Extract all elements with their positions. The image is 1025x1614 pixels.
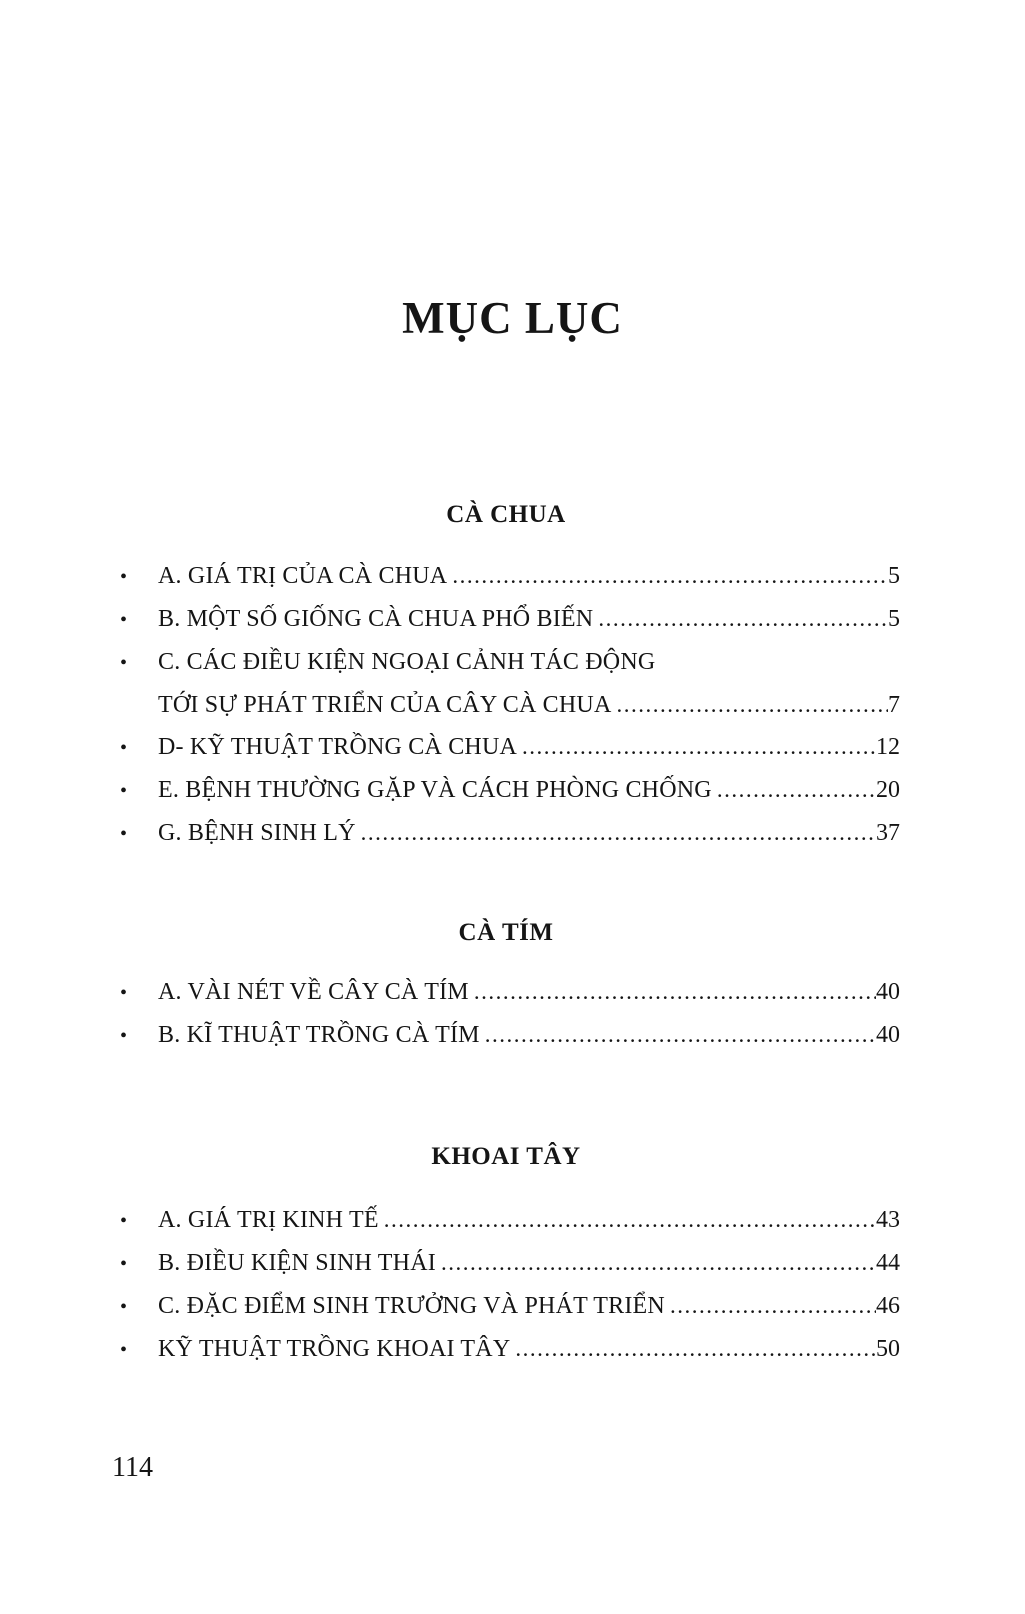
toc-entry-continuation <box>112 684 900 726</box>
toc-list <box>112 555 900 855</box>
dot-leader <box>384 1199 876 1241</box>
toc-entry-label: TỚI SỰ PHÁT TRIỂN CỦA CÂY CÀ CHUA <box>158 692 612 718</box>
toc-entry-label: A. VÀI NÉT VỀ CÂY CÀ TÍM <box>158 979 469 1005</box>
toc-entry <box>112 971 900 1014</box>
toc-entry <box>112 641 900 684</box>
bullet-icon <box>112 771 158 812</box>
toc-entry-label: C. ĐẶC ĐIỂM SINH TRƯỞNG VÀ PHÁT TRIỂN <box>158 1293 665 1319</box>
toc-entry <box>112 598 900 641</box>
toc-entry-label: A. GIÁ TRỊ KINH TẾ <box>158 1207 379 1233</box>
bullet-icon <box>112 600 158 641</box>
bullet-icon <box>112 1330 158 1371</box>
toc-entry-label: C. CÁC ĐIỀU KIỆN NGOẠI CẢNH TÁC ĐỘNG <box>158 649 656 675</box>
toc-section-ca-tim <box>112 917 900 1057</box>
toc-entry <box>112 1328 900 1371</box>
toc-entry-page: 12 <box>876 734 900 760</box>
dot-leader <box>515 1328 876 1370</box>
toc-entry-page: 46 <box>876 1293 900 1319</box>
toc-entry <box>112 769 900 812</box>
dot-leader <box>670 1285 876 1327</box>
toc-content <box>112 499 900 1371</box>
toc-entry-page: 20 <box>876 777 900 803</box>
toc-entry-label: B. MỘT SỐ GIỐNG CÀ CHUA PHỔ BIẾN <box>158 606 594 632</box>
bullet-icon <box>112 728 158 769</box>
section-title: KHOAI TÂY <box>431 1143 581 1170</box>
toc-entry-page: 50 <box>876 1336 900 1362</box>
bullet-icon <box>112 1287 158 1328</box>
dot-leader <box>485 1014 876 1056</box>
toc-entry-label: B. ĐIỀU KIỆN SINH THÁI <box>158 1250 436 1276</box>
page-title: MỤC LỤC <box>402 293 623 343</box>
toc-entry-page: 40 <box>876 979 900 1005</box>
page-number: 114 <box>112 1452 153 1483</box>
bullet-icon <box>112 1016 158 1057</box>
toc-entry <box>112 726 900 769</box>
toc-section-khoai-tay <box>112 1141 900 1371</box>
dot-leader <box>717 769 876 811</box>
toc-entry-page: 44 <box>876 1250 900 1276</box>
toc-entry-label: E. BỆNH THƯỜNG GẶP VÀ CÁCH PHÒNG CHỐNG <box>158 777 712 803</box>
toc-entry <box>112 1285 900 1328</box>
bullet-icon <box>112 643 158 684</box>
dot-leader <box>474 971 876 1013</box>
toc-entry <box>112 555 900 598</box>
toc-entry <box>112 812 900 855</box>
toc-list <box>112 971 900 1057</box>
toc-entry-page: 7 <box>888 692 900 718</box>
toc-entry <box>112 1242 900 1285</box>
toc-list <box>112 1199 900 1371</box>
toc-entry-label: D- KỸ THUẬT TRỒNG CÀ CHUA <box>158 734 518 760</box>
dot-leader <box>452 555 888 597</box>
toc-section-ca-chua <box>112 499 900 855</box>
bullet-icon <box>112 1244 158 1285</box>
bullet-icon <box>112 814 158 855</box>
toc-entry-label: A. GIÁ TRỊ CỦA CÀ CHUA <box>158 563 448 589</box>
toc-entry-page: 40 <box>876 1022 900 1048</box>
toc-entry-label: B. KĨ THUẬT TRỒNG CÀ TÍM <box>158 1022 480 1048</box>
bullet-icon <box>112 1201 158 1242</box>
toc-entry-label: G. BỆNH SINH LÝ <box>158 820 356 846</box>
dot-leader <box>598 598 888 640</box>
toc-entry-page: 43 <box>876 1207 900 1233</box>
section-title: CÀ TÍM <box>458 919 554 946</box>
toc-entry <box>112 1014 900 1057</box>
dot-leader <box>522 726 876 768</box>
bullet-icon <box>112 557 158 598</box>
bullet-icon <box>112 973 158 1014</box>
dot-leader <box>361 812 876 854</box>
toc-entry-page: 5 <box>888 606 900 632</box>
toc-entry-page: 37 <box>876 820 900 846</box>
dot-leader <box>441 1242 876 1284</box>
toc-entry <box>112 1199 900 1242</box>
toc-entry-label: KỸ THUẬT TRỒNG KHOAI TÂY <box>158 1336 511 1362</box>
section-title: CÀ CHUA <box>446 501 566 528</box>
dot-leader <box>616 684 888 726</box>
toc-entry-page: 5 <box>888 563 900 589</box>
